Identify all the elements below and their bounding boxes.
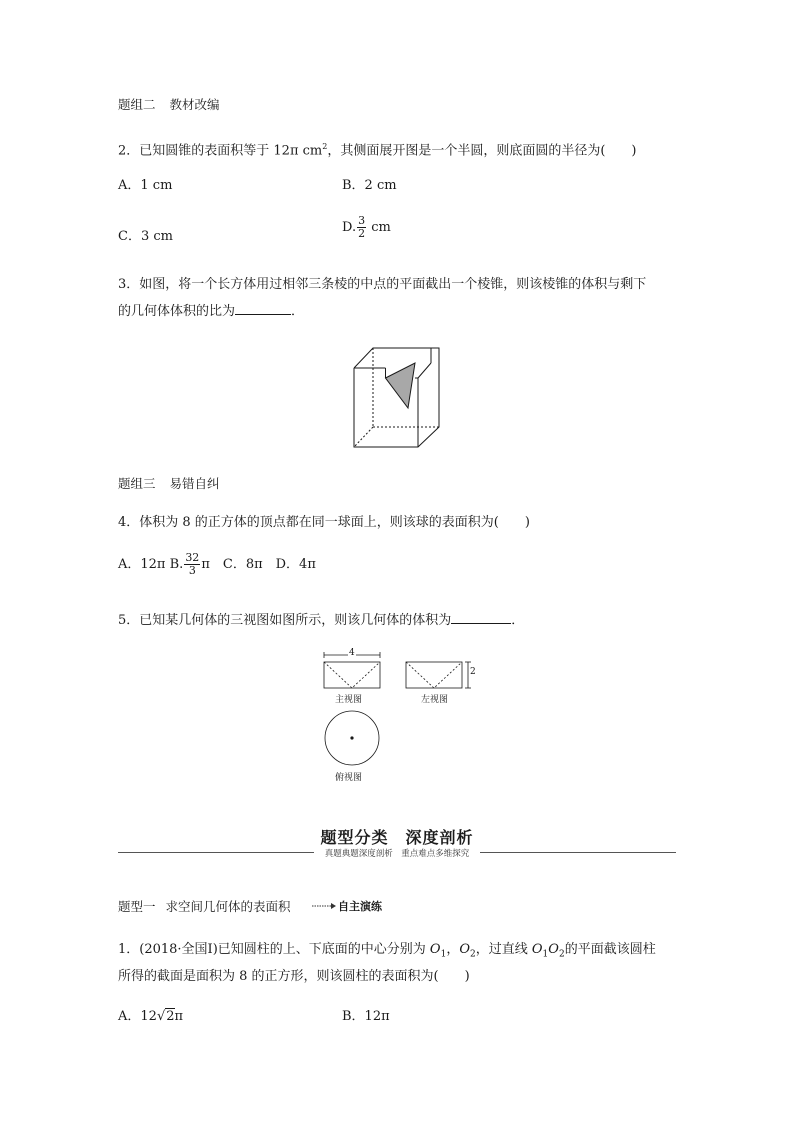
front-view-dashes xyxy=(324,662,380,688)
group3-label: 题组三 xyxy=(118,476,156,491)
q1-o2-sub: 2 xyxy=(470,949,476,960)
q1-o1-letter: O xyxy=(429,942,441,957)
q3-answer-blank[interactable] xyxy=(235,314,291,315)
q2-option-b: B．2 cm xyxy=(342,178,397,193)
arrow-icon xyxy=(312,901,336,911)
q2-option-d-fraction xyxy=(357,215,366,240)
q1-option-a-prefix: A．12 xyxy=(118,1009,157,1024)
q1-line-o1-sub: 1 xyxy=(542,949,549,960)
q3-line2-text: 的几何体体积的比为 xyxy=(118,304,236,319)
side-dim-label: 2 xyxy=(470,667,476,677)
q2-text-before: 2．已知圆锥的表面积等于 12π cm xyxy=(118,143,323,159)
cuboid-top-right xyxy=(418,363,431,378)
q1-line1 xyxy=(118,942,656,963)
group2-title: 教材改编 xyxy=(169,97,220,112)
cuboid-figure xyxy=(345,340,445,450)
q1-o2-letter: O xyxy=(459,942,470,957)
q2-option-c: C．3 cm xyxy=(118,229,173,244)
q2-d-numerator: 3 xyxy=(358,214,366,227)
side-view-dashes xyxy=(406,662,462,688)
hidden-edge-diagonal xyxy=(354,427,373,447)
q1-comma: ， xyxy=(446,942,460,957)
q1-o1-sub: 1 xyxy=(440,949,447,960)
q2-option-a: A．1 cm xyxy=(118,178,173,193)
q1-option-a: A．12√2π xyxy=(118,1009,184,1024)
group2-label: 题组二 xyxy=(118,97,156,112)
cuboid-outline xyxy=(354,348,439,447)
q4-option-a: A．12π xyxy=(118,557,166,572)
type1-heading xyxy=(118,899,291,915)
section-subtitle: 真题典题深度剖析 重点难点多维探究 xyxy=(324,849,470,859)
type1-title: 求空间几何体的表面积 xyxy=(165,899,291,914)
q2-stem xyxy=(118,139,636,159)
q1-option-a-unit: π xyxy=(174,1009,184,1024)
side-view-label: 左视图 xyxy=(421,695,449,705)
q1-line-o2-sub: 2 xyxy=(558,949,565,960)
q5-stem xyxy=(118,613,524,629)
q2-option-d-prefix: D. xyxy=(342,220,357,235)
q1-text-mid: ，过直线 xyxy=(475,942,532,957)
q3-line1: 3．如图，将一个长方体用过相邻三条棱的中点的平面截出一个棱锥，则该棱锥的体积与剩下 xyxy=(118,277,647,292)
q4-option-b-unit: π xyxy=(201,557,210,572)
group3-title: 易错自纠 xyxy=(169,476,220,491)
q5-end: ． xyxy=(511,613,525,628)
side-view-rect xyxy=(406,662,462,688)
q2-text-after: ，其侧面展开图是一个半圆，则底面圆的半径为( ) xyxy=(327,143,637,159)
type1-label: 题型一 xyxy=(118,899,156,914)
top-view-label: 俯视图 xyxy=(335,773,363,783)
q4-b-numerator: 32 xyxy=(185,551,200,564)
q4-options-cd: C．8π D．4π xyxy=(222,557,316,572)
q1-line2: 所得的截面是面积为 8 的正方形，则该圆柱的表面积为( ) xyxy=(118,969,470,984)
q1-text-before: 1．(2018·全国Ⅰ)已知圆柱的上、下底面的中心分别为 xyxy=(118,942,430,957)
q1-text-after: 的平面截该圆柱 xyxy=(564,942,656,957)
cuboid-top-back xyxy=(354,348,431,368)
q1-line-o1: O xyxy=(531,942,543,957)
q4-stem: 4．体积为 8 的正方体的顶点都在同一球面上，则该球的表面积为( ) xyxy=(118,515,530,530)
q4-b-denominator: 3 xyxy=(188,564,196,577)
q5-answer-blank[interactable] xyxy=(451,623,511,624)
q4-options xyxy=(118,552,316,577)
group2-heading xyxy=(118,97,220,113)
cut-triangle xyxy=(386,363,416,408)
front-view-rect xyxy=(324,662,380,688)
q1-line-o2: O xyxy=(548,942,559,957)
q1-option-a-radicand: 2 xyxy=(166,1009,175,1024)
front-dim-label: 4 xyxy=(349,648,355,658)
q2-d-denominator: 2 xyxy=(358,227,366,240)
group3-heading xyxy=(118,476,220,492)
q1-option-b: B．12π xyxy=(342,1009,390,1024)
cuboid-front-right xyxy=(415,378,418,447)
q2-option-d xyxy=(342,215,391,240)
top-view-center-dot xyxy=(350,736,353,739)
three-views-figure xyxy=(318,648,478,788)
q4-option-b-prefix: B. xyxy=(169,557,184,572)
q2-option-d-unit: cm xyxy=(367,220,391,235)
q3-end: ． xyxy=(291,304,305,319)
section-title: 题型分类 深度剖析 xyxy=(320,828,474,847)
q4-option-b-fraction xyxy=(184,552,200,577)
q3-line2 xyxy=(118,304,304,320)
front-view-label: 主视图 xyxy=(335,695,363,705)
type1-tag: 自主演练 xyxy=(338,900,382,913)
q5-text: 5．已知某几何体的三视图如图所示，则该几何体的体积为 xyxy=(118,613,452,628)
q2-sup: 2 xyxy=(322,142,328,151)
